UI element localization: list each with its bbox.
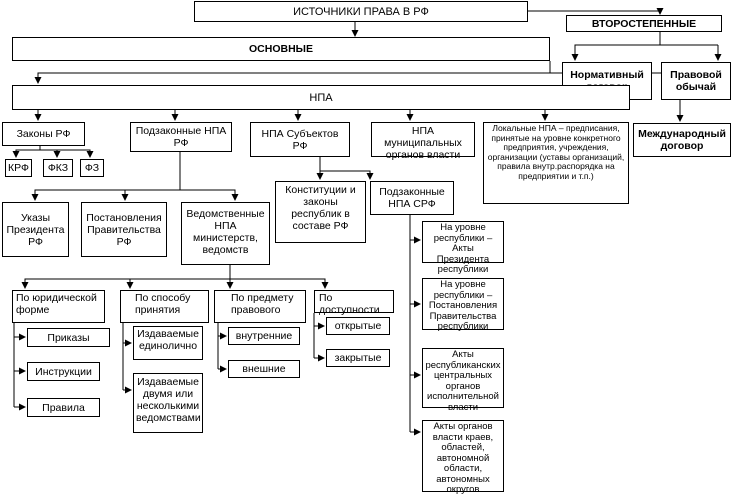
- fkz-label: ФКЗ: [47, 162, 69, 174]
- resolutions-box: [81, 202, 167, 257]
- municipal-box: [371, 122, 475, 161]
- international-treaty-label: Международный договор: [638, 128, 726, 152]
- by-subject-label: По предмету правового: [231, 292, 294, 316]
- secondary-box: [566, 15, 722, 32]
- municipal-label: НПА муниципальных органов власти: [384, 125, 462, 161]
- main-sources-label: ОСНОВНЫЕ: [249, 43, 313, 55]
- sole-label: Издаваемые единолично: [137, 328, 199, 352]
- rep-government-box: [422, 278, 504, 330]
- npa-box: [12, 85, 630, 110]
- local-label: Локальные НПА – предписания, принятые на уровне конкретного предприятия, учреждения, организации (уставы организаций, правила внутр.распорядка на предприятии и т.п.): [487, 123, 625, 181]
- by-adoption-label: По способу принятия: [135, 292, 191, 316]
- subject-bylaws-box: [370, 181, 454, 215]
- internal-box: [228, 327, 300, 345]
- title: ИСТОЧНИКИ ПРАВА В РФ: [293, 5, 429, 18]
- departmental-label: Ведомственные НПА министерств, ведомств: [186, 208, 265, 256]
- sole-box: [133, 326, 203, 360]
- rules-label: Правила: [42, 401, 85, 414]
- joint-label: Издаваемые двумя или несколькими ведомствами: [136, 376, 201, 424]
- rules-box: [27, 398, 100, 417]
- international-treaty-box: [633, 123, 731, 157]
- by-legal-form-box: [12, 290, 105, 323]
- by-legal-form-label: По юридической форме: [16, 292, 97, 316]
- constitutions-box: [275, 181, 366, 243]
- subjects-label: НПА Субъектов РФ: [261, 127, 339, 152]
- title-box: [194, 1, 528, 22]
- open-label: открытые: [334, 320, 382, 332]
- npa-label: НПА: [309, 91, 333, 104]
- resolutions-label: Постановления Правительства РФ: [86, 211, 162, 248]
- orders-box: [27, 328, 110, 347]
- external-box: [228, 360, 300, 378]
- open-box: [326, 317, 390, 335]
- subjects-box: [250, 122, 350, 157]
- legal-custom-label: Правовой обычай: [670, 69, 722, 93]
- subject-bylaws-label: Подзаконные НПА СРФ: [379, 186, 445, 210]
- rep-central-box: [422, 348, 504, 413]
- normative-contract-label: Нормативный: [570, 69, 644, 81]
- fz-label: ФЗ: [84, 162, 100, 174]
- fz-box: [80, 159, 104, 177]
- rep-president-label: На уровне республики – Акты Президента республики: [433, 222, 493, 275]
- decrees-label: Указы Президента РФ: [6, 211, 65, 248]
- joint-box: [133, 373, 203, 433]
- closed-box: [326, 349, 390, 367]
- by-access-label: По доступности: [319, 292, 380, 316]
- local-box: [483, 122, 629, 204]
- decrees-box: [2, 202, 69, 257]
- krf-box: [5, 159, 32, 177]
- by-subject-box: [214, 290, 306, 323]
- rep-central-label: Акты республиканских центральных органов исполнительной власти: [425, 349, 501, 413]
- bylaws-box: [130, 122, 232, 152]
- laws-box: [2, 122, 85, 146]
- orders-label: Приказы: [47, 331, 90, 344]
- internal-label: внутренние: [235, 330, 293, 342]
- legal-custom-box: [661, 62, 731, 100]
- laws-label: Законы РФ: [16, 128, 71, 140]
- krf-label: КРФ: [8, 162, 29, 174]
- constitutions-label: Конституции и законы республик в составе РФ: [285, 184, 356, 232]
- rep-president-box: [422, 221, 504, 275]
- departmental-box: [181, 202, 270, 265]
- closed-label: закрытые: [334, 352, 382, 364]
- main-sources-box: [12, 37, 550, 61]
- regional-box: [422, 420, 504, 495]
- instructions-box: [27, 362, 100, 381]
- fkz-box: [43, 159, 73, 177]
- by-adoption-box: [120, 290, 209, 323]
- rep-government-label: На уровне республики – Постановления Правительства республики: [428, 279, 498, 332]
- regional-label: Акты органов власти краев, областей, автономной области, автономных округов: [432, 421, 494, 495]
- by-access-box: [314, 290, 394, 316]
- secondary-label: ВТОРОСТЕПЕННЫЕ: [591, 17, 697, 30]
- external-label: внешние: [242, 363, 286, 375]
- bylaws-label: Подзаконные НПА РФ: [135, 125, 227, 149]
- instructions-label: Инструкции: [35, 365, 92, 378]
